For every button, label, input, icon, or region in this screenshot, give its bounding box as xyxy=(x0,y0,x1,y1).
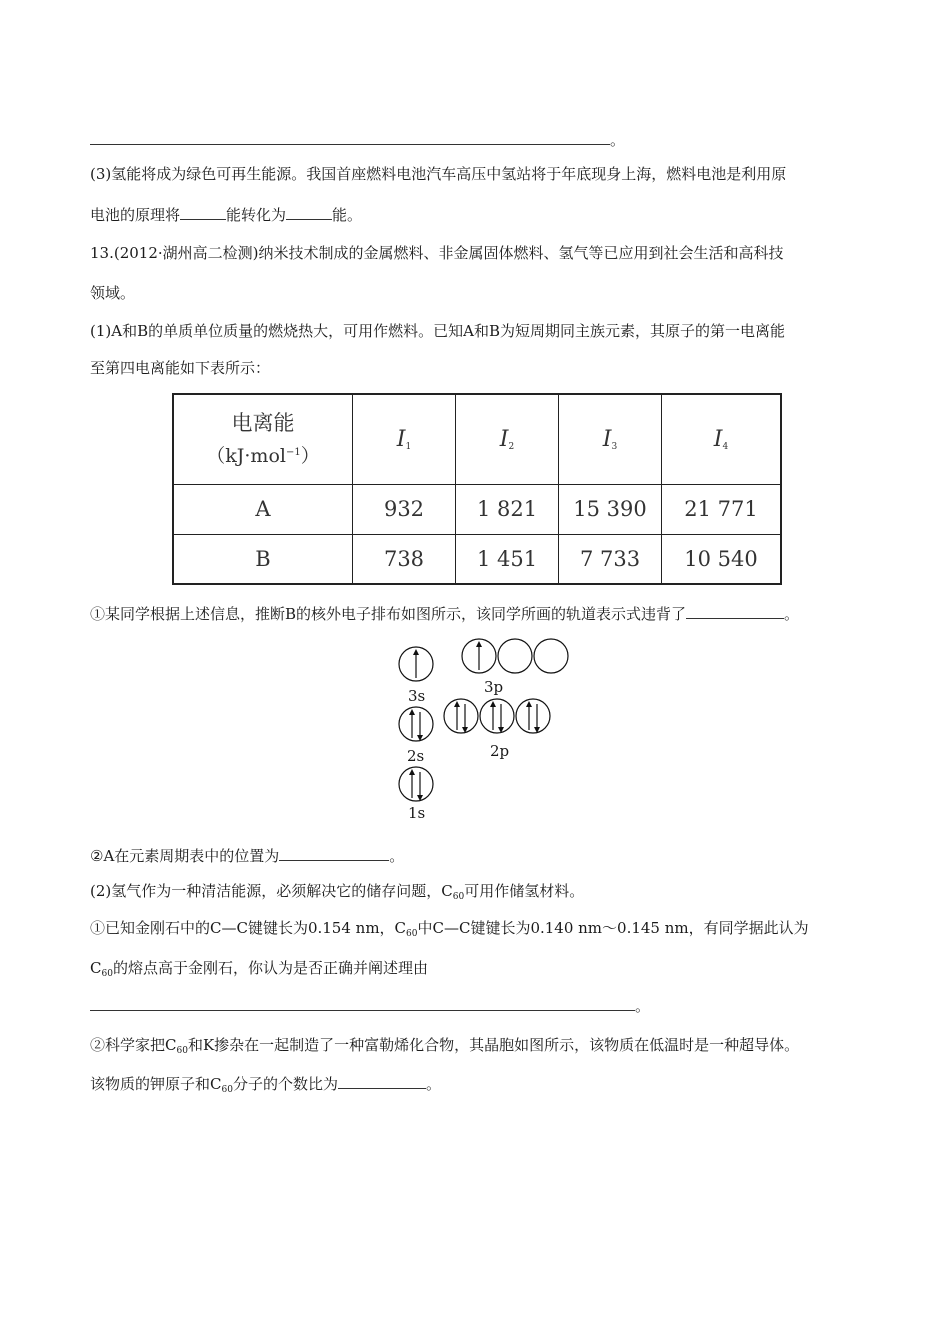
energy-blank-1[interactable] xyxy=(180,205,226,220)
table-cell: 15 390 xyxy=(559,484,662,534)
ionization-energy-table xyxy=(172,393,782,585)
q3-line1: (3)氢能将成为绿色可再生能源。我国首座燃料电池汽车高压中氢站将于年底现身上海，燃料电池是利用原 xyxy=(90,165,787,183)
table-header-row xyxy=(173,394,781,484)
orbital-3p-box-3 xyxy=(534,639,568,673)
q3-line2: 电池的原理将 能转化为 能。 xyxy=(90,206,363,224)
q2-s3: ②科学家把$C_{60}$和K掺杂在一起制造了一种富勒烯化合物，其晶胞如图所示，该物质在低温时是一种超导体。 xyxy=(90,1036,800,1056)
label-2p: 2p xyxy=(490,742,510,760)
q13-p1-line1: (1)A和B的单质单位质量的燃烧热大，可用作燃料。已知A和B为短周期同主族元素，其原子的第一电离能 xyxy=(90,322,785,340)
q2-s1: ①已知金刚石中的C—C键键长为0.154 nm，$C_{60}$中C—C键键长为0.140 nm～0.145 nm，有同学据此认为 xyxy=(90,919,809,939)
q13-p1-line2: 至第四电离能如下表所示： xyxy=(90,359,271,377)
q1-1-line: ①某同学根据上述信息，推断B的核外电子排布如图所示，该同学所画的轨道表示式违背了 。 xyxy=(90,605,800,623)
q13-line2: 领域。 xyxy=(90,284,136,302)
table-row xyxy=(173,484,781,534)
row-label-b: B xyxy=(173,534,353,584)
orbital-2p-box-3 xyxy=(516,699,550,733)
position-blank[interactable] xyxy=(279,846,389,861)
header-i3: $I_3$ xyxy=(559,394,662,484)
q2-intro: (2)氢气作为一种清洁能源，必须解决它的储存问题，$C_{60}$可用作储氢材料。 xyxy=(90,882,585,902)
header-i1: $I_1$ xyxy=(353,394,456,484)
table-cell: 10 540 xyxy=(662,534,782,584)
orbital-3p-box-2 xyxy=(498,639,532,673)
q13-line1: 13.(2012·湖州高二检测)纳米技术制成的金属燃料、非金属固体燃料、氢气等已应用到社会生活和高科技 xyxy=(90,244,784,262)
header-i2: $I_2$ xyxy=(456,394,559,484)
answer-blank[interactable] xyxy=(90,130,610,145)
table-cell: 738 xyxy=(353,534,456,584)
energy-blank-2[interactable] xyxy=(286,205,332,220)
orbital-2s-box xyxy=(399,707,433,741)
ratio-blank[interactable] xyxy=(338,1074,426,1089)
table-cell: 932 xyxy=(353,484,456,534)
q2-s4: 该物质的钾原子和$C_{60}$分子的个数比为 。 xyxy=(90,1075,441,1095)
row-label-a: A xyxy=(173,484,353,534)
q2-s2: $C_{60}$的熔点高于金刚石，你认为是否正确并阐述理由 xyxy=(90,959,428,979)
label-1s: 1s xyxy=(408,804,426,822)
label-2s: 2s xyxy=(407,747,425,765)
reason-blank-line: 。 xyxy=(90,996,650,1016)
orbital-2p-box-1 xyxy=(444,699,478,733)
header-label-cell xyxy=(173,394,353,484)
violation-blank[interactable] xyxy=(686,604,784,619)
orbital-1s-box xyxy=(399,767,433,801)
table-cell: 7 733 xyxy=(559,534,662,584)
header-label-2: （kJ·mol$^{-1}$） xyxy=(206,444,320,467)
reason-blank[interactable] xyxy=(90,996,635,1011)
table-cell: 1 451 xyxy=(456,534,559,584)
table-cell: 21 771 xyxy=(662,484,782,534)
header-i4: $I_4$ xyxy=(662,394,782,484)
label-3s: 3s xyxy=(408,687,426,705)
answer-blank-line: 。 xyxy=(90,130,625,150)
label-3p: 3p xyxy=(484,678,504,696)
q1-2-line: ②A在元素周期表中的位置为 。 xyxy=(90,847,405,865)
orbital-2p-box-2 xyxy=(480,699,514,733)
orbital-diagram xyxy=(390,628,570,823)
header-label-1: 电离能 xyxy=(231,410,295,435)
table-cell: 1 821 xyxy=(456,484,559,534)
table-row xyxy=(173,534,781,584)
